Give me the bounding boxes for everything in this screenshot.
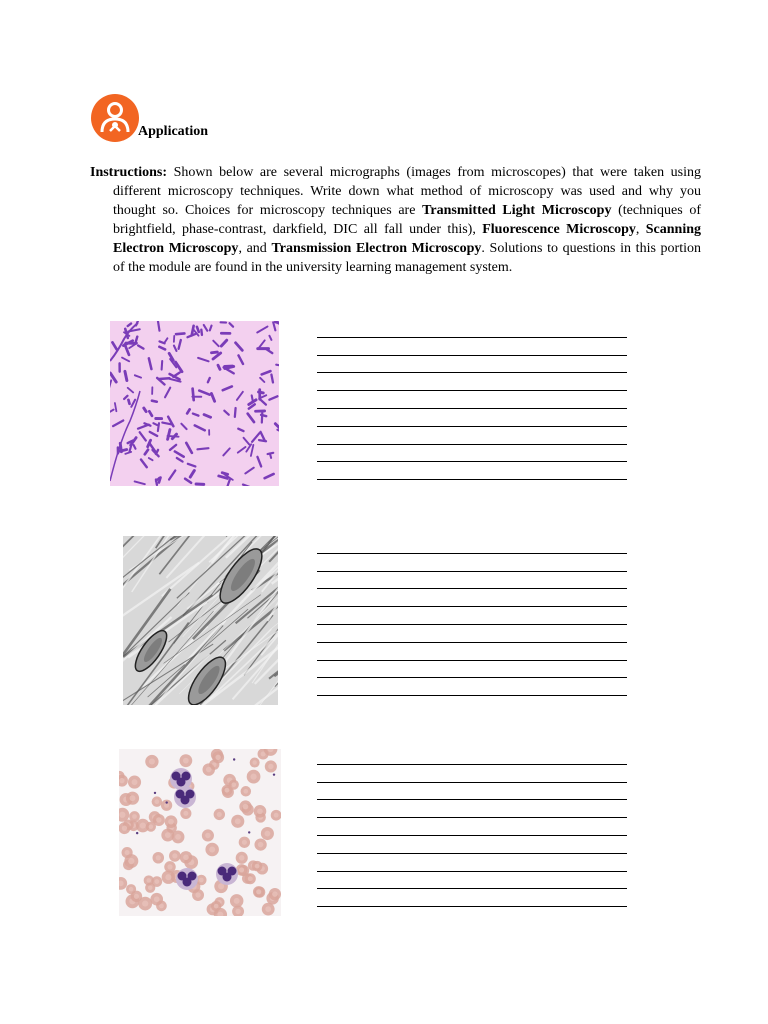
blood-smear-micrograph xyxy=(119,749,281,916)
term-fluorescence: Fluorescence Microscopy xyxy=(482,222,636,237)
instructions-text: (techniques of brightfield, phase-contrast, darkfield, DIC all fall under this), xyxy=(113,203,701,237)
answer-line[interactable] xyxy=(317,800,627,818)
term-scanning-electron: Scanning Electron Microscopy xyxy=(113,222,702,256)
bacterium-rod xyxy=(144,408,146,411)
platelet xyxy=(136,832,138,834)
answer-line[interactable] xyxy=(317,889,627,907)
answer-line[interactable] xyxy=(317,445,627,463)
answer-line[interactable] xyxy=(317,783,627,801)
electron-micrograph-tissue xyxy=(123,536,278,705)
bacterium-rod xyxy=(128,400,129,404)
term-transmitted-light: Transmitted Light Microscopy xyxy=(422,203,612,218)
bacterium-rod xyxy=(201,330,202,335)
bacterium-rod xyxy=(120,450,127,452)
bacterium-rod xyxy=(162,361,163,370)
answer-line[interactable] xyxy=(317,589,627,607)
answer-lines-2[interactable] xyxy=(317,536,627,696)
bacterium-rod xyxy=(212,352,218,353)
answer-line[interactable] xyxy=(317,661,627,679)
instructions-label: Instructions: xyxy=(90,165,168,180)
bacterium-rod xyxy=(193,389,194,400)
answer-line[interactable] xyxy=(317,607,627,625)
bacterium-rod xyxy=(271,375,273,383)
platelet xyxy=(273,773,275,775)
bacterium-rod xyxy=(235,408,236,417)
answer-line[interactable] xyxy=(317,678,627,696)
answer-line[interactable] xyxy=(317,747,627,765)
instructions-text: . Solutions to questions in this portion of the module are found in the university learning management system. xyxy=(113,241,701,275)
answer-line[interactable] xyxy=(317,427,627,445)
answer-lines-1[interactable] xyxy=(317,320,627,480)
bacterium-rod xyxy=(167,436,178,437)
answer-line[interactable] xyxy=(317,625,627,643)
bacterium-rod xyxy=(218,365,220,369)
bacterium-rod xyxy=(158,423,159,431)
white-blood-cell xyxy=(176,868,198,890)
answer-line[interactable] xyxy=(317,818,627,836)
bacterium-rod xyxy=(259,392,264,393)
answer-line[interactable] xyxy=(317,462,627,480)
white-blood-cell xyxy=(216,863,238,885)
bacterium-rod xyxy=(125,371,127,380)
answer-line[interactable] xyxy=(317,872,627,890)
platelet xyxy=(154,792,156,794)
instructions-text: Shown below are several micrographs (images from microscopes) that were taken using different microscopy techniques. Write down what method of microscopy was used and why you thought so. Choices for microscopy techniques are xyxy=(113,165,701,218)
answer-line[interactable] xyxy=(317,356,627,374)
platelet xyxy=(248,831,250,833)
bacterium-rod xyxy=(176,333,184,334)
answer-line[interactable] xyxy=(317,572,627,590)
instructions-text: , and xyxy=(238,241,272,256)
bacterium-rod xyxy=(152,401,157,402)
platelet xyxy=(233,758,235,760)
platelet xyxy=(165,801,167,803)
bacterium-rod xyxy=(156,479,157,484)
section-heading: Application xyxy=(138,124,209,139)
answer-line[interactable] xyxy=(317,391,627,409)
answer-line[interactable] xyxy=(317,536,627,554)
bacterium-rod xyxy=(158,321,160,331)
answer-line[interactable] xyxy=(317,409,627,427)
answer-line[interactable] xyxy=(317,643,627,661)
answer-line[interactable] xyxy=(317,373,627,391)
answer-line[interactable] xyxy=(317,554,627,572)
application-logo-icon xyxy=(90,93,140,143)
gram-stained-bacteria-micrograph xyxy=(110,321,279,486)
term-transmission-electron: Transmission Electron Microscopy xyxy=(271,241,482,256)
instructions-text: , xyxy=(635,222,646,237)
white-blood-cell xyxy=(174,786,196,808)
bacterium-rod xyxy=(268,453,274,454)
bacterium-rod xyxy=(159,378,169,379)
answer-line[interactable] xyxy=(317,338,627,356)
answer-lines-3[interactable] xyxy=(317,747,627,907)
answer-line[interactable] xyxy=(317,836,627,854)
bacterium-rod xyxy=(197,327,199,332)
instructions-paragraph xyxy=(90,163,701,277)
bacterium-rod xyxy=(197,448,208,449)
answer-line[interactable] xyxy=(317,854,627,872)
answer-line[interactable] xyxy=(317,320,627,338)
answer-line[interactable] xyxy=(317,765,627,783)
